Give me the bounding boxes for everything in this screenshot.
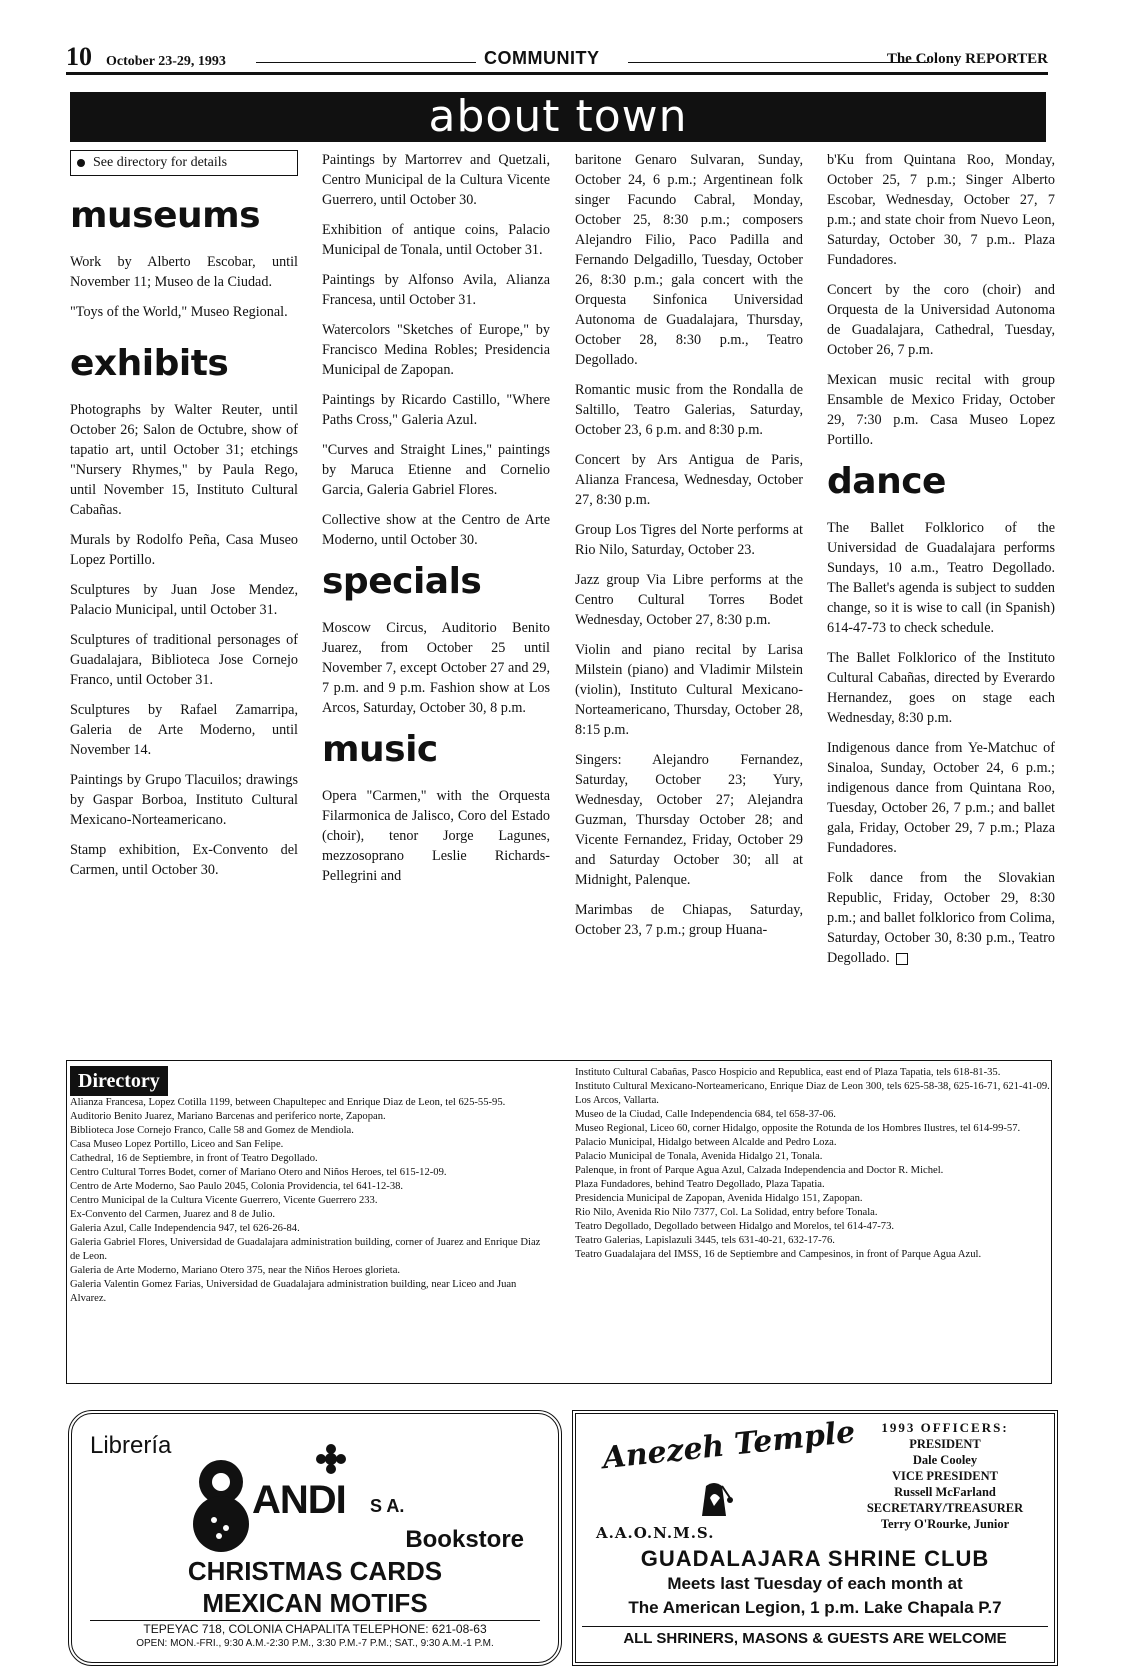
- header-rule: [66, 72, 1048, 75]
- column-3: [575, 150, 803, 950]
- dance-heading: dance: [827, 461, 946, 502]
- listing: Paintings by Martorrev and Quetzali, Centro Municipal de la Cultura Vicente Guerrero, until October 30.: [322, 152, 550, 208]
- paper-name: The Colony REPORTER: [886, 51, 1048, 67]
- listing: [827, 868, 1055, 968]
- page-header: [66, 42, 1048, 72]
- directory-entry: Galeria Azul, Calle Independencia 947, tel 626-26-84.: [70, 1223, 300, 1234]
- officer-line: Terry O'Rourke, Junior: [880, 1517, 1010, 1531]
- ad-divider: [90, 1620, 540, 1621]
- directory-entry: Galeria Gabriel Flores, Universidad de Guadalajara administration building, corner of Juarez and Enrique Diaz de Leon.: [70, 1237, 541, 1262]
- page-number: 10: [66, 42, 92, 71]
- music-heading: music: [322, 729, 438, 770]
- directory-entry: Palacio Municipal, Hidalgo between Alcalde and Pedro Loza.: [575, 1137, 837, 1148]
- listing: "Curves and Straight Lines," paintings by Maruca Etienne and Cornelio Garcia, Galeria Gabriel Flores.: [322, 442, 550, 498]
- directory-entry: Palenque, in front of Parque Agua Azul, Calzada Independencia and Doctor R. Michel.: [575, 1165, 944, 1176]
- directory-entry: Ex-Convento del Carmen, Juarez and 8 de Julio.: [70, 1209, 276, 1220]
- listing: Watercolors "Sketches of Europe," by Francisco Medina Robles; Presidencia Municipal de Zapopan.: [322, 322, 550, 378]
- directory-entry: Instituto Cultural Mexicano-Norteamericano, Enrique Diaz de Leon 300, tels 625-58-38, 625-16-71, 621-41-09.: [575, 1081, 1050, 1092]
- listing: Marimbas de Chiapas, Saturday, October 23, 7 p.m.; group Huana-: [575, 902, 803, 938]
- listing: Romantic music from the Rondalla de Saltillo, Teatro Galerias, Saturday, October 23, 6 p.m. and 8:30 p.m.: [575, 382, 803, 438]
- listing: b'Ku from Quintana Roo, Monday, October 25, 7 p.m.; Singer Alberto Escobar, Wednesday, October 27, 7 p.m.; and state choir from Nuevo Leon, Saturday, October 30, 7 p.m.. Plaza Fundadores.: [827, 152, 1055, 268]
- bookstore-label: Bookstore: [405, 1526, 524, 1553]
- directory-entry: Galeria Valentin Gomez Farias, Universidad de Guadalajara administration building, near Liceo and Juan Alvarez.: [70, 1279, 517, 1304]
- directory-entry: Teatro Guadalajara del IMSS, 16 de Septiembre and Campesinos, in front of Parque Agua Azul.: [575, 1249, 982, 1260]
- directory-entry: Centro Municipal de la Cultura Vicente Guerrero, Vicente Guerrero 233.: [70, 1195, 378, 1206]
- officers-list: [850, 1420, 1040, 1532]
- directory-entry: Los Arcos, Vallarta.: [575, 1095, 659, 1106]
- listing: Sculptures by Juan Jose Mendez, Palacio Municipal, until October 31.: [70, 582, 298, 618]
- shriner-fez-icon: [692, 1476, 736, 1525]
- column-1: [70, 150, 298, 890]
- listing: Mexican music recital with group Ensamble de Mexico Friday, October 29, 7:30 p.m. Casa Museo Lopez Portillo.: [827, 372, 1055, 448]
- listing: Indigenous dance from Ye-Matchuc of Sinaloa, Sunday, October 24, 6 p.m.; indigenous dance from Quintana Roo, Tuesday, October 26, 7 p.m.; and ballet gala, Friday, October 29, 7 p.m.; Plaza Fundadores.: [827, 740, 1055, 856]
- directory-entry: Casa Museo Lopez Portillo, Liceo and San Felipe.: [70, 1139, 284, 1150]
- mexican-motifs-line: MEXICAN MOTIFS: [202, 1588, 428, 1618]
- listing: Paintings by Alfonso Avila, Alianza Francesa, until October 31.: [322, 272, 550, 308]
- listing: Jazz group Via Libre performs at the Centro Cultural Torres Bodet Wednesday, October 27, 8:30 p.m.: [575, 572, 803, 628]
- directory-entry: Rio Nilo, Avenida Rio Nilo 7377, Col. La Solidad, entry before Tonala.: [575, 1207, 878, 1218]
- listing: Opera "Carmen," with the Orquesta Filarmonica de Jalisco, Coro del Estado (choir), tenor Jorge Lagunes, mezzosoprano Leslie Richards-Pellegrini and: [322, 788, 550, 884]
- temple-name: Anezeh Temple: [600, 1414, 857, 1477]
- directory-entry: Palacio Municipal de Tonala, Avenida Hidalgo 21, Tonala.: [575, 1151, 823, 1162]
- header-rule-right: [628, 62, 928, 63]
- directory-entry: Instituto Cultural Cabañas, Pasco Hospicio and Republica, east end of Plaza Tapatia, tels 618-81-35.: [575, 1067, 1001, 1078]
- directory-entry: Presidencia Municipal de Zapopan, Avenida Hidalgo 151, Zapopan.: [575, 1193, 863, 1204]
- directory-note: [70, 150, 298, 176]
- officer-line: PRESIDENT: [909, 1437, 981, 1451]
- directory-entry: Auditorio Benito Juarez, Mariano Barcenas and periferico norte, Zapopan.: [70, 1111, 386, 1122]
- listing: Work by Alberto Escobar, until November 11; Museo de la Ciudad.: [70, 254, 298, 290]
- directory-entry: Museo de la Ciudad, Calle Independencia 684, tel 658-37-06.: [575, 1109, 836, 1120]
- directory-entry: Cathedral, 16 de Septiembre, in front of Teatro Degollado.: [70, 1153, 318, 1164]
- listing: The Ballet Folklorico of the Instituto Cultural Cabañas, directed by Everardo Hernandez, goes on stage each Wednesday, 8:30 p.m.: [827, 650, 1055, 726]
- listing: Photographs by Walter Reuter, until October 26; Salon de Octubre, show of tapatio art, until October 31; etchings "Nursery Rhymes," by Paula Rego, until November 15, Instituto Cultural Cabañas.: [70, 402, 298, 518]
- museums-heading: museums: [70, 195, 261, 236]
- about-town-banner: about town: [70, 92, 1046, 142]
- listing: Sculptures of traditional personages of Guadalajara, Biblioteca Jose Cornejo Franco, until October 31.: [70, 632, 298, 688]
- listing: Moscow Circus, Auditorio Benito Juarez, from October 25 until November 7, except October 27 and 29, 7 p.m. and 9 p.m. Fashion show at Los Arcos, Saturday, October 30, 8 p.m.: [322, 620, 550, 716]
- directory-entry: Centro Cultural Torres Bodet, corner of Mariano Otero and Niños Heroes, tel 615-12-09.: [70, 1167, 447, 1178]
- header-rule-left: [256, 62, 476, 63]
- listing: Group Los Tigres del Norte performs at Rio Nilo, Saturday, October 23.: [575, 522, 803, 558]
- listing: baritone Genaro Sulvaran, Sunday, October 24, 6 p.m.; Argentinean folk singer Facundo Cabral, Monday, October 25, 8:30 p.m.; composers Alejandro Filio, Paco Padilla and Fernando Delgadillo, Tuesday, October 26, 8:30 p.m.; gala concert with the Orquesta Sinfonica Universidad Autonoma de Guadalajara, Thursday, October 28, 8:30 p.m., Teatro Degollado.: [575, 152, 803, 368]
- directory-note-text: See directory for details: [93, 155, 228, 170]
- listing: Concert by Ars Antigua de Paris, Alianza Francesa, Wednesday, October 27, 8:30 p.m.: [575, 452, 803, 508]
- column-2: [322, 150, 550, 896]
- officers-title: 1993 OFFICERS:: [881, 1420, 1009, 1435]
- listing: Stamp exhibition, Ex-Convento del Carmen, until October 30.: [70, 842, 298, 878]
- directory-left: [70, 1096, 550, 1306]
- directory-entry: Plaza Fundadores, behind Teatro Degollado, Plaza Tapatia.: [575, 1179, 825, 1190]
- listing: Paintings by Grupo Tlacuilos; drawings by Gaspar Borboa, Instituto Cultural Mexicano-Norteamericano.: [70, 772, 298, 828]
- welcome-line: ALL SHRINERS, MASONS & GUESTS ARE WELCOME: [623, 1630, 1007, 1647]
- listing: Collective show at the Centro de Arte Moderno, until October 30.: [322, 512, 550, 548]
- directory-entry: Alianza Francesa, Lopez Cotilla 1199, between Chapultepec and Enrique Diaz de Leon, tel 625-55-95.: [70, 1097, 506, 1108]
- directory-entry: Galeria de Arte Moderno, Mariano Otero 375, near the Niños Heroes glorieta.: [70, 1265, 401, 1276]
- listing: Singers: Alejandro Fernandez, Saturday, October 23; Yury, Wednesday, October 27; Alejandra Guzman, Thursday October 28; and Vicente Fernandez, Friday, October 29 and Saturday October 30; all at Midnight, Palenque.: [575, 752, 803, 888]
- listing: Violin and piano recital by Larisa Milstein (piano) and Vladimir Milstein (violin), Instituto Cultural Mexicano-Norteamericano, Thursday, October 28, 8:15 p.m.: [575, 642, 803, 738]
- sandi-hours: OPEN: MON.-FRI., 9:30 A.M.-2:30 P.M., 3:30 P.M.-7 P.M.; SAT., 9:30 A.M.-1 P.M.: [136, 1638, 494, 1649]
- directory-entry: Centro de Arte Moderno, Sao Paulo 2045, Colonia Providencia, tel 641-12-38.: [70, 1181, 404, 1192]
- directory-entry: Biblioteca Jose Cornejo Franco, Calle 58 and Gomez de Mendiola.: [70, 1125, 354, 1136]
- sandi-bookstore-ad: [68, 1410, 562, 1666]
- ad-divider: [582, 1626, 1048, 1627]
- section-name: COMMUNITY: [484, 48, 600, 68]
- end-mark-icon: [896, 953, 908, 965]
- sandi-logo-icon: [186, 1454, 256, 1559]
- meeting-line-2: The American Legion, 1 p.m. Lake Chapala P.7: [628, 1598, 1002, 1617]
- officer-line: VICE PRESIDENT: [892, 1469, 998, 1483]
- listing: Paintings by Ricardo Castillo, "Where Paths Cross," Galeria Azul.: [322, 392, 550, 428]
- libreria-label: Librería: [90, 1432, 172, 1459]
- listing: Exhibition of antique coins, Palacio Municipal de Tonala, until October 31.: [322, 222, 550, 258]
- christmas-cards-line: CHRISTMAS CARDS: [187, 1556, 443, 1586]
- shrine-initials: A.A.O.N.M.S.: [596, 1524, 715, 1542]
- shrine-club-name: GUADALAJARA SHRINE CLUB: [640, 1546, 990, 1571]
- specials-heading: specials: [322, 561, 482, 602]
- issue-date: October 23-29, 1993: [106, 54, 226, 69]
- directory-entry: Teatro Degollado, Degollado between Hidalgo and Morelos, tel 614-47-73.: [575, 1221, 895, 1232]
- column-4: [827, 150, 1055, 978]
- officer-line: SECRETARY/TREASURER: [866, 1501, 1024, 1515]
- sandi-address: TEPEYAC 718, COLONIA CHAPALITA TELEPHONE: 621-08-63: [143, 1622, 487, 1636]
- directory-entry: Museo Regional, Liceo 60, corner Hidalgo, opposite the Rotunda de los Hombres Ilustres, tel 614-99-57.: [575, 1123, 1021, 1134]
- flower-icon: [316, 1444, 346, 1479]
- listing: Concert by the coro (choir) and Orquesta de la Universidad Autonoma de Guadalajara, Cathedral, Tuesday, October 26, 7 p.m.: [827, 282, 1055, 358]
- listing: Sculptures by Rafael Zamarripa, Galeria de Arte Moderno, until November 14.: [70, 702, 298, 758]
- brand-name: ANDI: [252, 1478, 346, 1522]
- listing: Murals by Rodolfo Peña, Casa Museo Lopez Portillo.: [70, 532, 298, 568]
- officer-line: Russell McFarland: [894, 1485, 996, 1499]
- listing-text: Folk dance from the Slovakian Republic, Friday, October 29, 8:30 p.m.; and ballet folklorico from Colima, Saturday, October 30, 8:30 p.m., Teatro Degollado.: [827, 870, 1055, 966]
- listing: The Ballet Folklorico of the Universidad de Guadalajara performs Sundays, 10 a.m., Teatro Degollado. The Ballet's agenda is subject to sudden change, so it is wise to call (in Spanish) 614-47-73 to check schedule.: [827, 520, 1055, 636]
- shrine-club-ad: [572, 1410, 1058, 1666]
- listing: "Toys of the World," Museo Regional.: [70, 304, 288, 320]
- exhibits-heading: exhibits: [70, 343, 229, 384]
- bullet-icon: [77, 159, 85, 167]
- officer-line: Dale Cooley: [912, 1453, 978, 1467]
- meeting-line-1: Meets last Tuesday of each month at: [667, 1574, 963, 1593]
- brand-suffix: S A.: [370, 1496, 405, 1516]
- directory-title: Directory: [70, 1066, 168, 1096]
- directory-right: [575, 1066, 1051, 1262]
- directory-entry: Teatro Galerias, Lapislazuli 3445, tels 631-40-21, 632-17-76.: [575, 1235, 835, 1246]
